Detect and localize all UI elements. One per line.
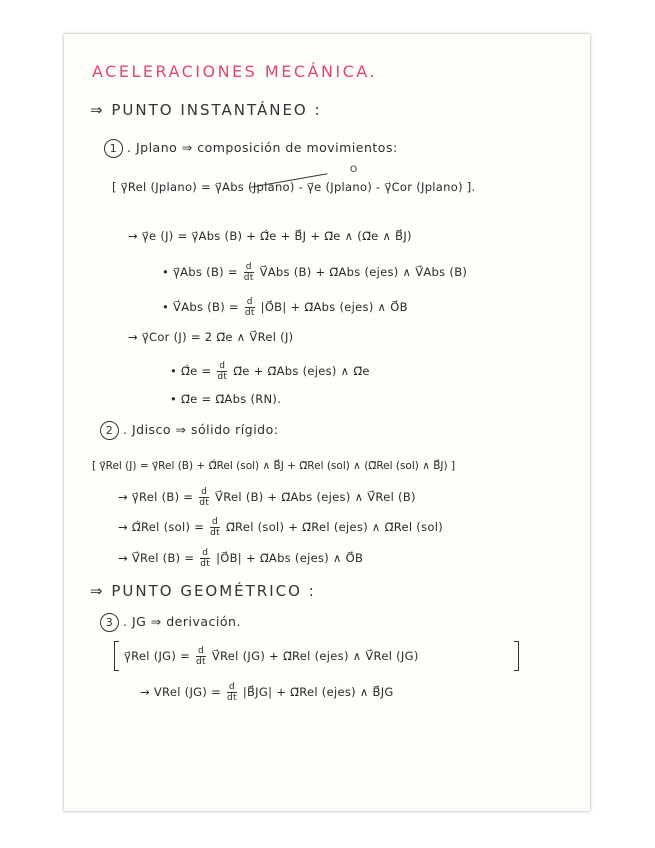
formula-rel-jplano: [ γ⃗Rel (Jplano) = γ⃗Abs (Jplano) - γ⃗e (Jplano) - γ⃗Cor (Jplano) ]. xyxy=(112,180,476,194)
formula-lhs: → γ⃗Rel (B) = xyxy=(118,490,194,504)
formula-rhs: V⃗Abs (B) + Ω⃗Abs (ejes) ∧ V⃗Abs (B) xyxy=(259,265,468,279)
formula-gcor-j: → γ⃗Cor (J) = 2 Ω⃗e ∧ V⃗Rel (J) xyxy=(128,330,294,344)
formula-gabs-b xyxy=(162,262,467,283)
formula-grel-b xyxy=(118,487,416,508)
derivative-fraction: $\frac{d}{dt}$ xyxy=(244,297,255,318)
step-3 xyxy=(100,613,241,632)
formula-vrel-b xyxy=(118,548,363,569)
section-heading-geometrico: ⇒ PUNTO GEOMÉTRICO : xyxy=(90,582,316,600)
derivative-fraction: $\frac{d}{dt}$ xyxy=(217,361,228,382)
formula-omega-dot-e xyxy=(170,361,370,382)
formula-lhs: → Ω⃗̇Rel (sol) = xyxy=(118,520,205,534)
right-bracket xyxy=(514,641,519,671)
derivative-fraction: $\frac{d}{dt}$ xyxy=(199,487,210,508)
step-text: . JG ⇒ derivación. xyxy=(123,614,241,629)
formula-lhs: γ⃗Rel (JG) = xyxy=(124,649,191,663)
formula-omega-dot-rel xyxy=(118,517,443,538)
formula-vrel-jg xyxy=(140,682,394,703)
formula-lhs: → VRel (JG) = xyxy=(140,685,222,699)
formula-rhs: |B⃗JG| + Ω⃗Rel (ejes) ∧ B⃗JG xyxy=(242,685,394,699)
formula-rhs: |O⃗B| + Ω⃗Abs (ejes) ∧ O⃗B xyxy=(260,300,408,314)
derivative-fraction: $\frac{d}{dt}$ xyxy=(196,646,206,667)
section-heading-instantaneo: ⇒ PUNTO INSTANTÁNEO : xyxy=(90,101,322,119)
formula-grel-jg xyxy=(124,646,419,667)
page-title: ACELERACIONES MECÁNICA. xyxy=(92,62,378,81)
formula-lhs: • Ω⃗̇e = xyxy=(170,364,212,378)
step-text: . Jdisco ⇒ sólido rígido: xyxy=(123,422,279,437)
step-number: 1 xyxy=(104,139,123,158)
formula-lhs: → V⃗Rel (B) = xyxy=(118,551,195,565)
derivative-fraction: $\frac{d}{dt}$ xyxy=(227,682,237,703)
formula-omega-e: • Ω⃗e = Ω⃗Abs (RN). xyxy=(170,392,282,406)
zero-annotation: O xyxy=(350,165,358,175)
formula-rhs: |O⃗B| + Ω⃗Abs (ejes) ∧ O⃗B xyxy=(216,551,364,565)
formula-rhs: V⃗Rel (B) + Ω⃗Abs (ejes) ∧ V⃗Rel (B) xyxy=(215,490,416,504)
formula-rhs: V⃗Rel (JG) + Ω⃗Rel (ejes) ∧ V⃗Rel (JG) xyxy=(211,649,419,663)
step-text: . Jplano ⇒ composición de movimientos: xyxy=(127,140,398,155)
step-2 xyxy=(100,421,278,440)
formula-vabs-b xyxy=(162,297,408,318)
step-1 xyxy=(104,139,398,158)
left-bracket xyxy=(114,641,119,671)
derivative-fraction: $\frac{d}{dt}$ xyxy=(210,517,220,538)
derivative-fraction: $\frac{d}{dt}$ xyxy=(200,548,211,569)
step-number: 2 xyxy=(100,421,119,440)
step-number: 3 xyxy=(100,613,119,632)
formula-rhs: Ω⃗e + Ω⃗Abs (ejes) ∧ Ω⃗e xyxy=(233,364,370,378)
formula-lhs: • γ⃗Abs (B) = xyxy=(162,265,238,279)
formula-rel-j: [ γ⃗Rel (J) = γ⃗Rel (B) + Ω⃗̇Rel (sol) ∧ B⃗J + Ω⃗Rel (sol) ∧ (Ω⃗Rel (sol) ∧ B⃗J) ] xyxy=(92,460,456,472)
formula-lhs: • V⃗Abs (B) = xyxy=(162,300,239,314)
formula-ge-j: → γ⃗e (J) = γ⃗Abs (B) + Ω⃗̇e + B⃗J + Ω⃗e ∧ (Ω⃗e ∧ B⃗J) xyxy=(128,229,412,243)
formula-rhs: Ω⃗Rel (sol) + Ω⃗Rel (ejes) ∧ Ω⃗Rel (sol) xyxy=(225,520,443,534)
derivative-fraction: $\frac{d}{dt}$ xyxy=(243,262,254,283)
